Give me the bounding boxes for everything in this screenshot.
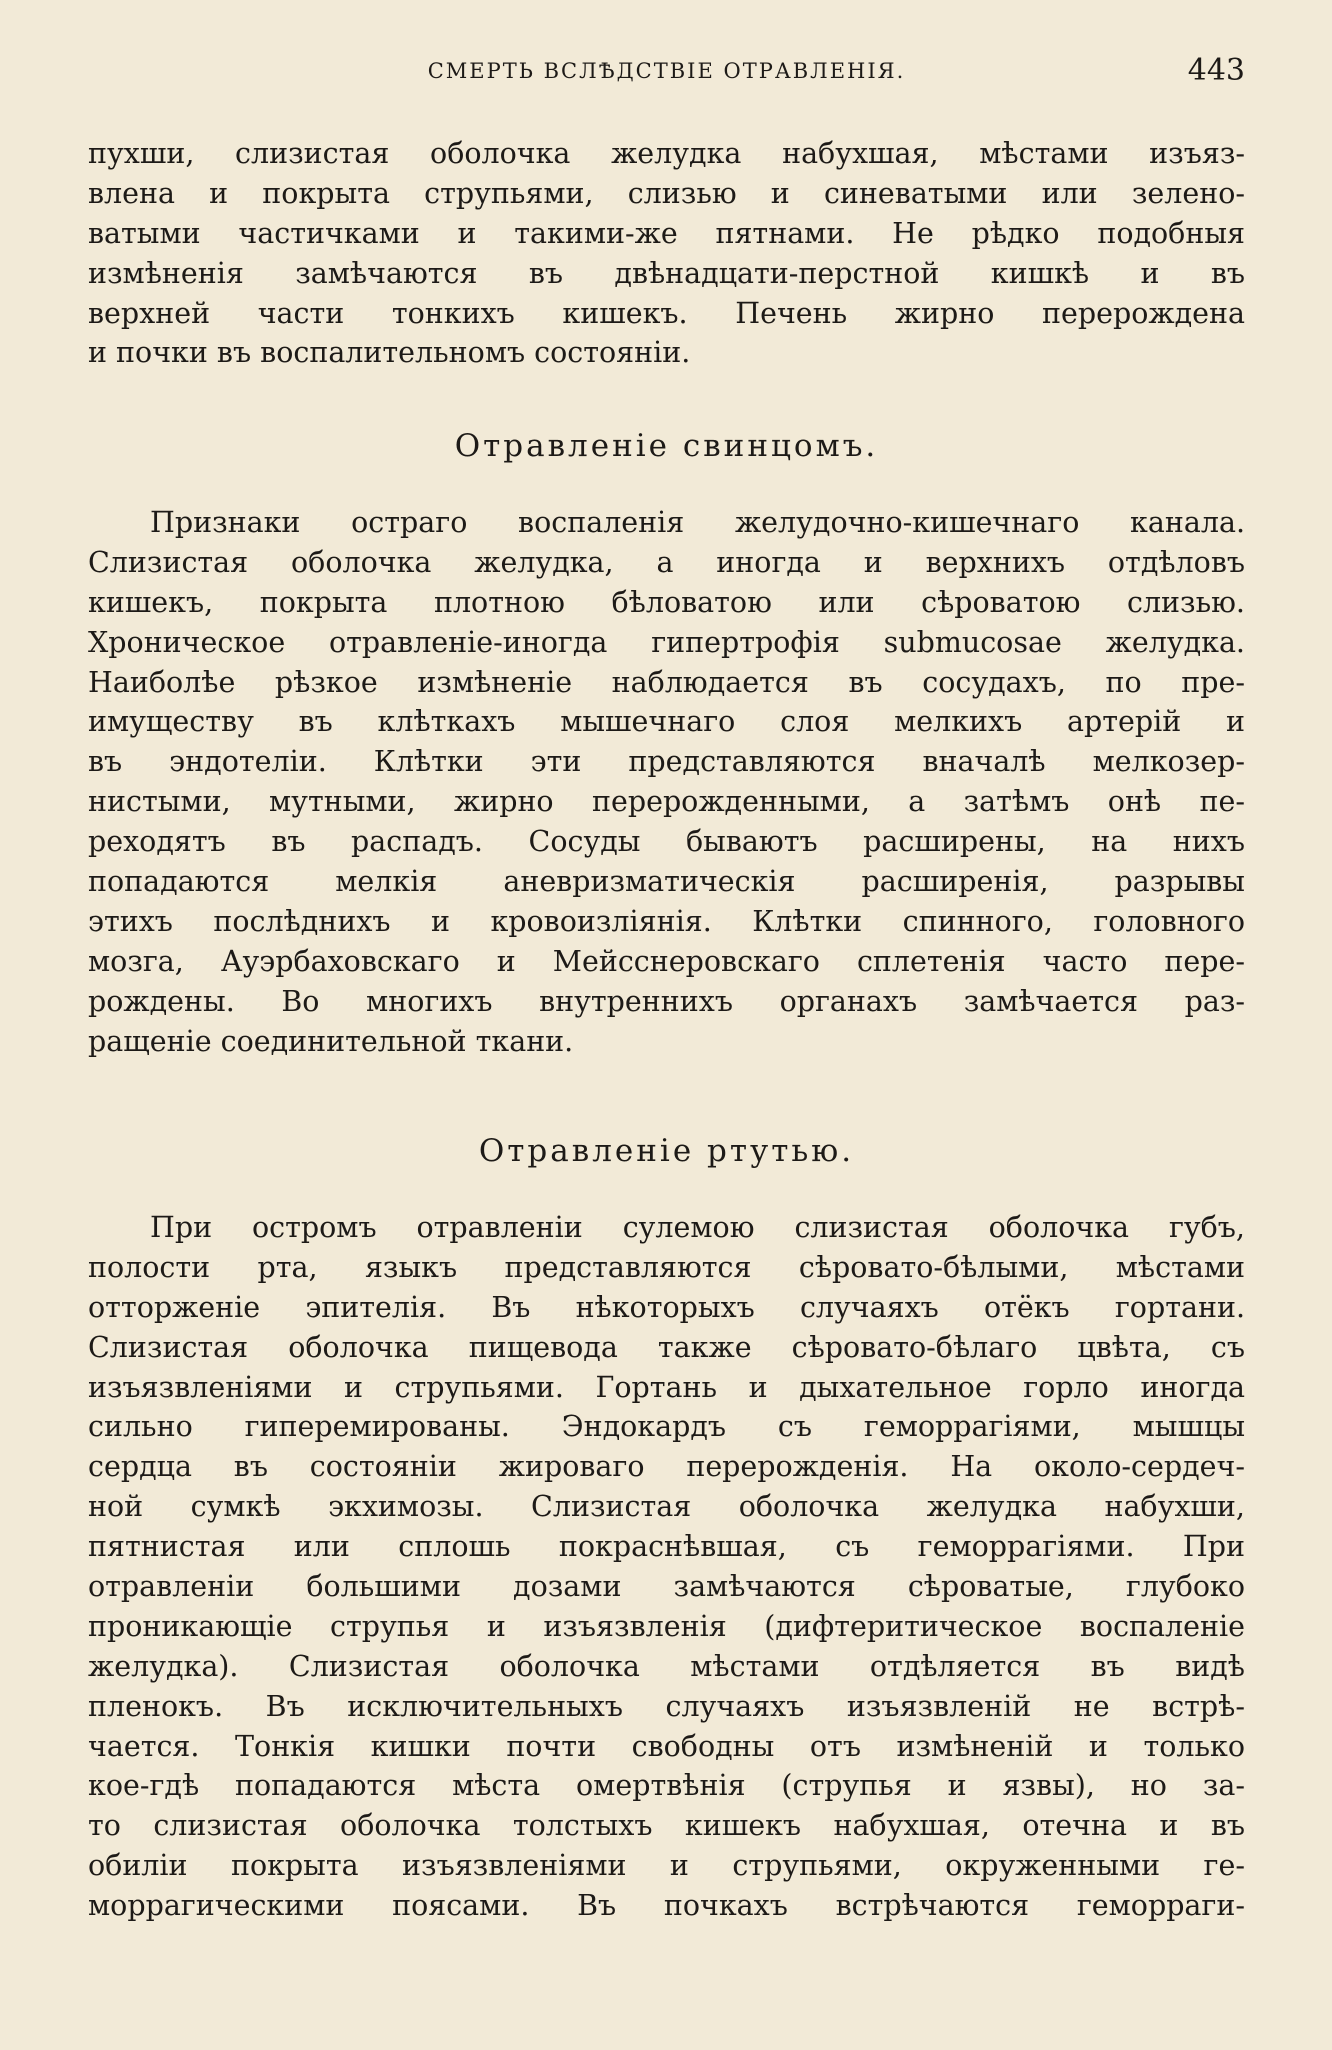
text-line: измѣненія замѣчаются въ двѣнадцати-перстной кишкѣ и въ <box>88 256 1245 290</box>
text-line: пятнистая или сплошь покраснѣвшая, съ геморрагіями. При <box>88 1530 1245 1564</box>
text-line: имуществу въ клѣткахъ мышечнаго слоя мелкихъ артерій и <box>88 705 1245 739</box>
text-line: Наиболѣе рѣзкое измѣненіе наблюдается въ сосудахъ, по пре- <box>88 665 1245 699</box>
text-line: рождены. Во многихъ внутреннихъ органахъ замѣчается раз- <box>88 984 1245 1018</box>
text-line: моррагическими поясами. Въ почкахъ встрѣчаются геморраги- <box>88 1889 1245 1923</box>
text-line: ращеніе соединительной ткани. <box>88 1024 574 1058</box>
running-head: СМЕРТЬ ВСЛѢДСТВІЕ ОТРАВЛЕНІЯ. <box>427 59 906 83</box>
text-line: желудка). Слизистая оболочка мѣстами отдѣляется въ видѣ <box>88 1649 1245 1683</box>
text-line: ной сумкѣ экхимозы. Слизистая оболочка желудка набухши, <box>88 1490 1245 1524</box>
text-line: верхней части тонкихъ кишекъ. Печень жирно перерождена <box>88 296 1245 330</box>
text-line: обиліи покрыта изъязвленіями и струпьями, окруженными ге- <box>88 1849 1245 1883</box>
text-line: отторженіе эпителія. Въ нѣкоторыхъ случаяхъ отёкъ гортани. <box>88 1290 1245 1324</box>
text-line: ватыми частичками и такими-же пятнами. Не рѣдко подобныя <box>88 216 1245 250</box>
page-number: 443 <box>1187 53 1245 88</box>
text-line: Слизистая оболочка пищевода также сѣровато-бѣлаго цвѣта, съ <box>88 1330 1245 1364</box>
section-title-mercury: Отравленіе ртутью. <box>478 1133 855 1169</box>
text-line: полости рта, языкъ представляются сѣровато-бѣлыми, мѣстами <box>88 1250 1245 1284</box>
section-title-lead: Отравленіе свинцомъ. <box>454 428 879 464</box>
text-line: пленокъ. Въ исключительныхъ случаяхъ изъязвленій не встрѣ- <box>88 1689 1245 1723</box>
text-line: кишекъ, покрыта плотною бѣловатою или сѣроватою слизью. <box>88 585 1245 619</box>
text-line: и почки въ воспалительномъ состояніи. <box>88 336 691 370</box>
text-line: кое-гдѣ попадаются мѣста омертвѣнія (струпья и язвы), но за- <box>88 1769 1245 1803</box>
text-line: сердца въ состояніи жироваго перерожденія. На около-сердеч- <box>88 1450 1245 1484</box>
page-header <box>88 48 1245 94</box>
text-line: Признаки остраго воспаленія желудочно-кишечнаго канала. <box>150 506 1245 539</box>
text-line: реходятъ въ распадъ. Сосуды бываютъ расширены, на нихъ <box>88 825 1245 859</box>
text-line: проникающіе струпья и изъязвленія (дифтеритическое воспаленіе <box>88 1609 1245 1643</box>
text-line: этихъ послѣднихъ и кровоизліянія. Клѣтки спинного, головного <box>88 904 1245 938</box>
text-line: сильно гиперемированы. Эндокардъ съ геморрагіями, мышцы <box>88 1410 1245 1444</box>
text-line: При остромъ отравленіи сулемою слизистая оболочка губъ, <box>150 1211 1245 1244</box>
text-line: Слизистая оболочка желудка, а иногда и верхнихъ отдѣловъ <box>88 545 1245 579</box>
text-line: нистыми, мутными, жирно перерожденными, а затѣмъ онѣ пе- <box>88 785 1245 819</box>
paragraph-continuation <box>88 134 1245 373</box>
text-line: мозга, Ауэрбаховскаго и Мейсснеровскаго сплетенія часто пере- <box>88 944 1245 978</box>
text-line: въ эндотеліи. Клѣтки эти представляются вначалѣ мелкозер- <box>88 745 1245 779</box>
paragraph-lead <box>88 503 1245 1061</box>
text-line: Хроническое отравленіе-иногда гипертрофія submucosae желудка. <box>88 625 1245 659</box>
text-line: то слизистая оболочка толстыхъ кишекъ набухшая, отечна и въ <box>88 1809 1245 1843</box>
text-line: влена и покрыта струпьями, слизью и синеватыми или зелено- <box>88 176 1245 210</box>
text-line: пухши, слизистая оболочка желудка набухшая, мѣстами изъяз- <box>88 137 1245 170</box>
text-line: изъязвленіями и струпьями. Гортань и дыхательное горло иногда <box>88 1370 1245 1404</box>
text-line: чается. Тонкія кишки почти свободны отъ измѣненій и только <box>88 1729 1245 1763</box>
text-line: отравленіи большими дозами замѣчаются сѣроватые, глубоко <box>88 1570 1245 1604</box>
paragraph-mercury <box>88 1208 1245 1926</box>
text-line: попадаются мелкія аневризматическія расширенія, разрывы <box>88 865 1245 899</box>
